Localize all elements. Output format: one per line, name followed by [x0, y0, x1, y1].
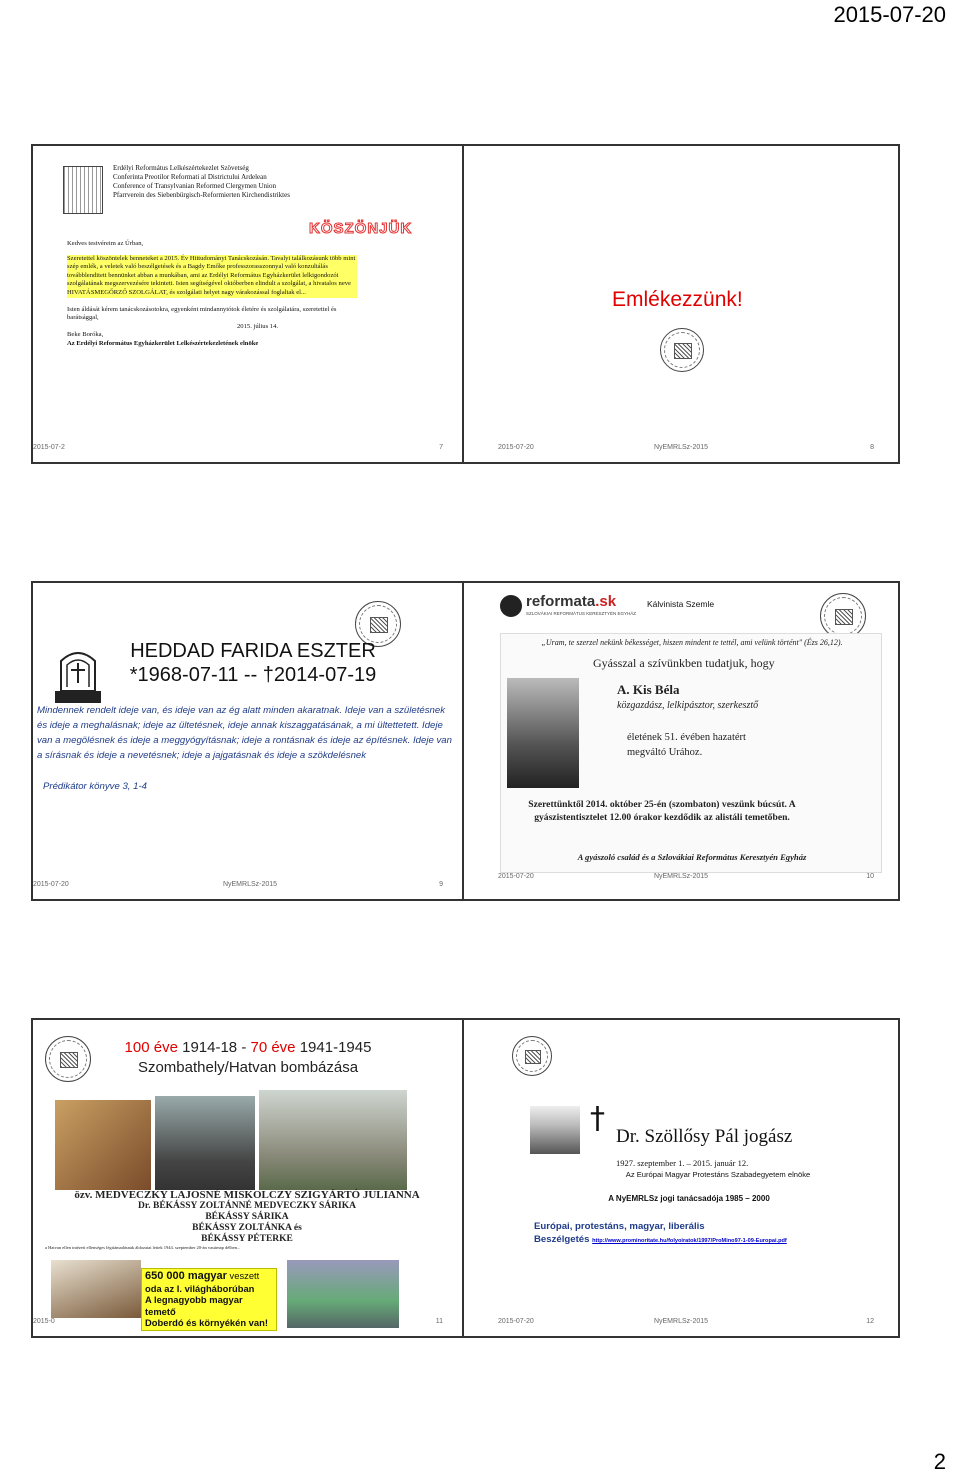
portrait-photo: [507, 678, 579, 788]
slide-footer: [33, 881, 467, 893]
footer-center: NyEMRLSz-2015: [222, 881, 278, 888]
slide-number: 9: [439, 881, 443, 888]
callout-line: Doberdó és környékén van!: [145, 1317, 268, 1328]
letter-signer-role: Az Erdélyi Református Egyházkerület Lelkészértekezletének elnöke: [67, 339, 259, 347]
slide-title: [103, 639, 403, 687]
banner-line: özv. MEDVECZKY LAJOSNÉ MISKOLCZY SZIGYÁRTÓ JULIANNA: [74, 1189, 420, 1201]
footer-center: NyEMRLSz-2015: [653, 873, 709, 880]
gravestone-icon: [51, 643, 105, 705]
crest-icon: [63, 166, 103, 214]
president-role: Az Európai Magyar Protestáns Szabadegyetem elnöke: [625, 1170, 811, 1179]
callout-line: [145, 1270, 273, 1283]
helmet-photo: [51, 1260, 141, 1318]
title-span: 1914-18 -: [177, 1039, 251, 1056]
deceased-role: közgazdász, lelkipásztor, szerkesztő: [617, 700, 759, 711]
bible-quote: Mindennek rendelt ideje van, és ideje van az ég alatt minden akaratnak. Ideje van a születésnek és ideje a meghalásnak; ideje az ültetésnek, ideje annak kiszaggatásának, a mi ültettetett. Ideje van a megölésnek és ideje a meggyógyításnak; ideje a rontásnak és ideje az építésnek. Ideje van a sírásnak és ideje a nevetésnek; ideje a jajgatásnak és ideje a szökdelésnek: [37, 705, 452, 761]
letter-header: [113, 164, 373, 200]
slide-footer: [464, 444, 898, 456]
callout-span: 650 000 magyar: [145, 1270, 227, 1282]
page-number: 2: [933, 1449, 946, 1474]
slide-8: [462, 144, 900, 464]
motto: Európai, protestáns, magyar, liberális: [534, 1221, 705, 1232]
slide-footer: [464, 873, 898, 885]
slide-title: [103, 1038, 393, 1078]
org-line: Pfarrverein des Siebenbürgisch-Reformierten Kirchendistriktes: [113, 191, 290, 199]
memorial-photo: [259, 1090, 407, 1190]
ceremony-photo: [155, 1096, 255, 1190]
banner-line: Dr. BÉKÁSSY ZOLTÁNNÉ MEDVECZKY SÁRIKA: [138, 1201, 356, 1211]
slide-number: 10: [866, 873, 874, 880]
header-right: Kálvinista Szemle: [647, 599, 715, 609]
slide-footer: [33, 444, 467, 456]
slide-10: [462, 581, 900, 901]
callout-line: A legnagyobb magyar temető: [145, 1294, 243, 1317]
slide-11: [31, 1018, 469, 1338]
interview-link[interactable]: http://www.prominoritate.hu/folyoiratok/1997/ProMino97-1-09-Europai.pdf: [592, 1238, 787, 1244]
banner-small: a Hatvan ellen intézett ellenséges légitámadásnak áldozatai lettek 1944. szeptember 20-án vasárnap délben...: [45, 1245, 241, 1250]
obituary-card: [500, 633, 882, 873]
letter-closing: Isten áldását kérem tanácskozásotokra, egyenként mindannyiótok életére és szolgálatára, szeretettel és barátsággal,: [67, 305, 337, 322]
footer-date: 2015-0: [33, 1318, 55, 1325]
title-span: 70 éve: [250, 1039, 296, 1056]
title-name: HEDDAD FARIDA ESZTER: [130, 640, 376, 662]
banner-line: BÉKÁSSY PÉTERKE: [201, 1234, 293, 1244]
slide-footer: [464, 1318, 898, 1330]
footer-date: 2015-07-20: [33, 881, 69, 888]
reformata-logo: [500, 593, 640, 621]
footer-date: 2015-07-20: [498, 873, 534, 880]
funeral-info: Szerettünktől 2014. október 25-én (szombaton) veszünk búcsút. A gyászistentisztelet 12.00 órakor kezdődik az alistáli temetőben.: [528, 799, 796, 823]
interview-label: Beszélgetés: [534, 1234, 590, 1245]
callout-line: oda az I. világháborúban: [145, 1282, 255, 1294]
interview-line: [534, 1234, 787, 1245]
slide-number: 12: [866, 1318, 874, 1325]
footer-date: 2015-07-20: [498, 1318, 534, 1325]
seal-icon: [45, 1036, 91, 1082]
title-dates: *1968-07-11 -- †2014-07-19: [129, 664, 377, 686]
footer-center: NyEMRLSz-2015: [653, 444, 709, 451]
footer-center: NyEMRLSz-2015: [653, 1318, 709, 1325]
org-line: Conferinta Preotilor Reformati al Districtului Ardelean: [113, 173, 267, 181]
signed-by: A gyászoló család és a Szlovákiai Református Keresztyén Egyház: [577, 852, 807, 862]
seal-icon: [660, 328, 704, 372]
banner-line: BÉKÁSSY SÁRIKA: [205, 1212, 289, 1222]
org-line: Erdélyi Református Lelkészértekezlet Szövetség: [113, 164, 249, 172]
letter-signature: Beke Boróka,: [67, 331, 104, 339]
org-line: Conference of Transylvanian Reformed Clergymen Union: [113, 182, 276, 190]
announce-line: Gyásszal a szívünkben tudatjuk, hogy: [593, 656, 775, 670]
page-date: 2015-07-20: [833, 2, 946, 27]
verse: „Uram, te szerzel nekünk békességet, hiszen mindent te tettél, ami velünk történt" (Ézs 26,12).: [541, 638, 843, 647]
memorial-banner: [37, 1190, 457, 1260]
slide-9: [31, 581, 469, 901]
slide-number: 8: [870, 444, 874, 451]
cross-icon: †: [590, 1101, 605, 1136]
koszonjuk-label: KÖSZÖNJÜK: [309, 220, 413, 237]
callout-span: veszett: [226, 1270, 260, 1281]
logo-name: [526, 593, 616, 610]
quote-source: Prédikátor könyve 3, 1-4: [43, 781, 147, 792]
title-line-1: [103, 1038, 393, 1058]
footer-date: 2015-07-2: [33, 444, 65, 451]
portrait-photo: [530, 1106, 580, 1154]
slide-7: [31, 144, 469, 464]
slide-footer: [33, 1318, 467, 1330]
slide-number: 7: [439, 444, 443, 451]
stamp-photo: [55, 1100, 151, 1190]
footer-date: 2015-07-20: [498, 444, 534, 451]
banner-line: BÉKÁSSY ZOLTÁNKA és: [192, 1223, 302, 1233]
logo-name-main: reformata: [526, 593, 596, 610]
slide-title: Emlékezzünk!: [612, 288, 743, 311]
letter-date: 2015. július 14.: [237, 322, 279, 330]
slide-number: 11: [435, 1318, 443, 1325]
deceased-dates: 1927. szeptember 1. – 2015. január 12.: [616, 1158, 749, 1168]
logo-icon: [500, 595, 522, 617]
title-line-2: Szombathely/Hatvan bombázása: [137, 1059, 359, 1076]
seal-icon: [512, 1036, 552, 1076]
logo-tagline: SZLOVÁKIAI REFORMÁTUS KERESZTYÉN EGYHÁZ: [526, 611, 637, 616]
title-span: 100 éve: [124, 1039, 178, 1056]
age-line: életének 51. évében hazatért megváltó Urához.: [627, 732, 746, 758]
deceased-name: A. Kis Béla: [617, 682, 680, 697]
title-span: 1941-1945: [295, 1039, 372, 1056]
letter-greeting: Kedves testvéreim az Úrban,: [67, 240, 144, 247]
advisor-role: A NyEMRLSz jogi tanácsadója 1985 – 2000: [608, 1194, 770, 1203]
letter-paragraph: Szeretettel köszöntelek benneteket a 2015. Év Hittudományi Tanácskozásán. Tavalyi találkozásunk több mint szép emlék, a veletek való beszélgetések és a Bagdy Emőke professzorasszonnyal való konzultálás továbblenditett bennünket abban a munkában, ami az Erdélyi Református Egyházkerület lelkigondozói szolgálatának megszervezésére tekintett. Isten segítségével októberben elindult a szolgálat, a hivatalos neve HIVATÁSMEGŐRZŐ SZOLGÁLAT, és szolgálati helyet nagy várakozással foglaltak el...: [67, 254, 356, 296]
deceased-name: Dr. Szöllősy Pál jogász: [616, 1126, 793, 1147]
slide-12: [462, 1018, 900, 1338]
logo-tld: .sk: [595, 593, 617, 610]
letter-body: [67, 240, 357, 349]
